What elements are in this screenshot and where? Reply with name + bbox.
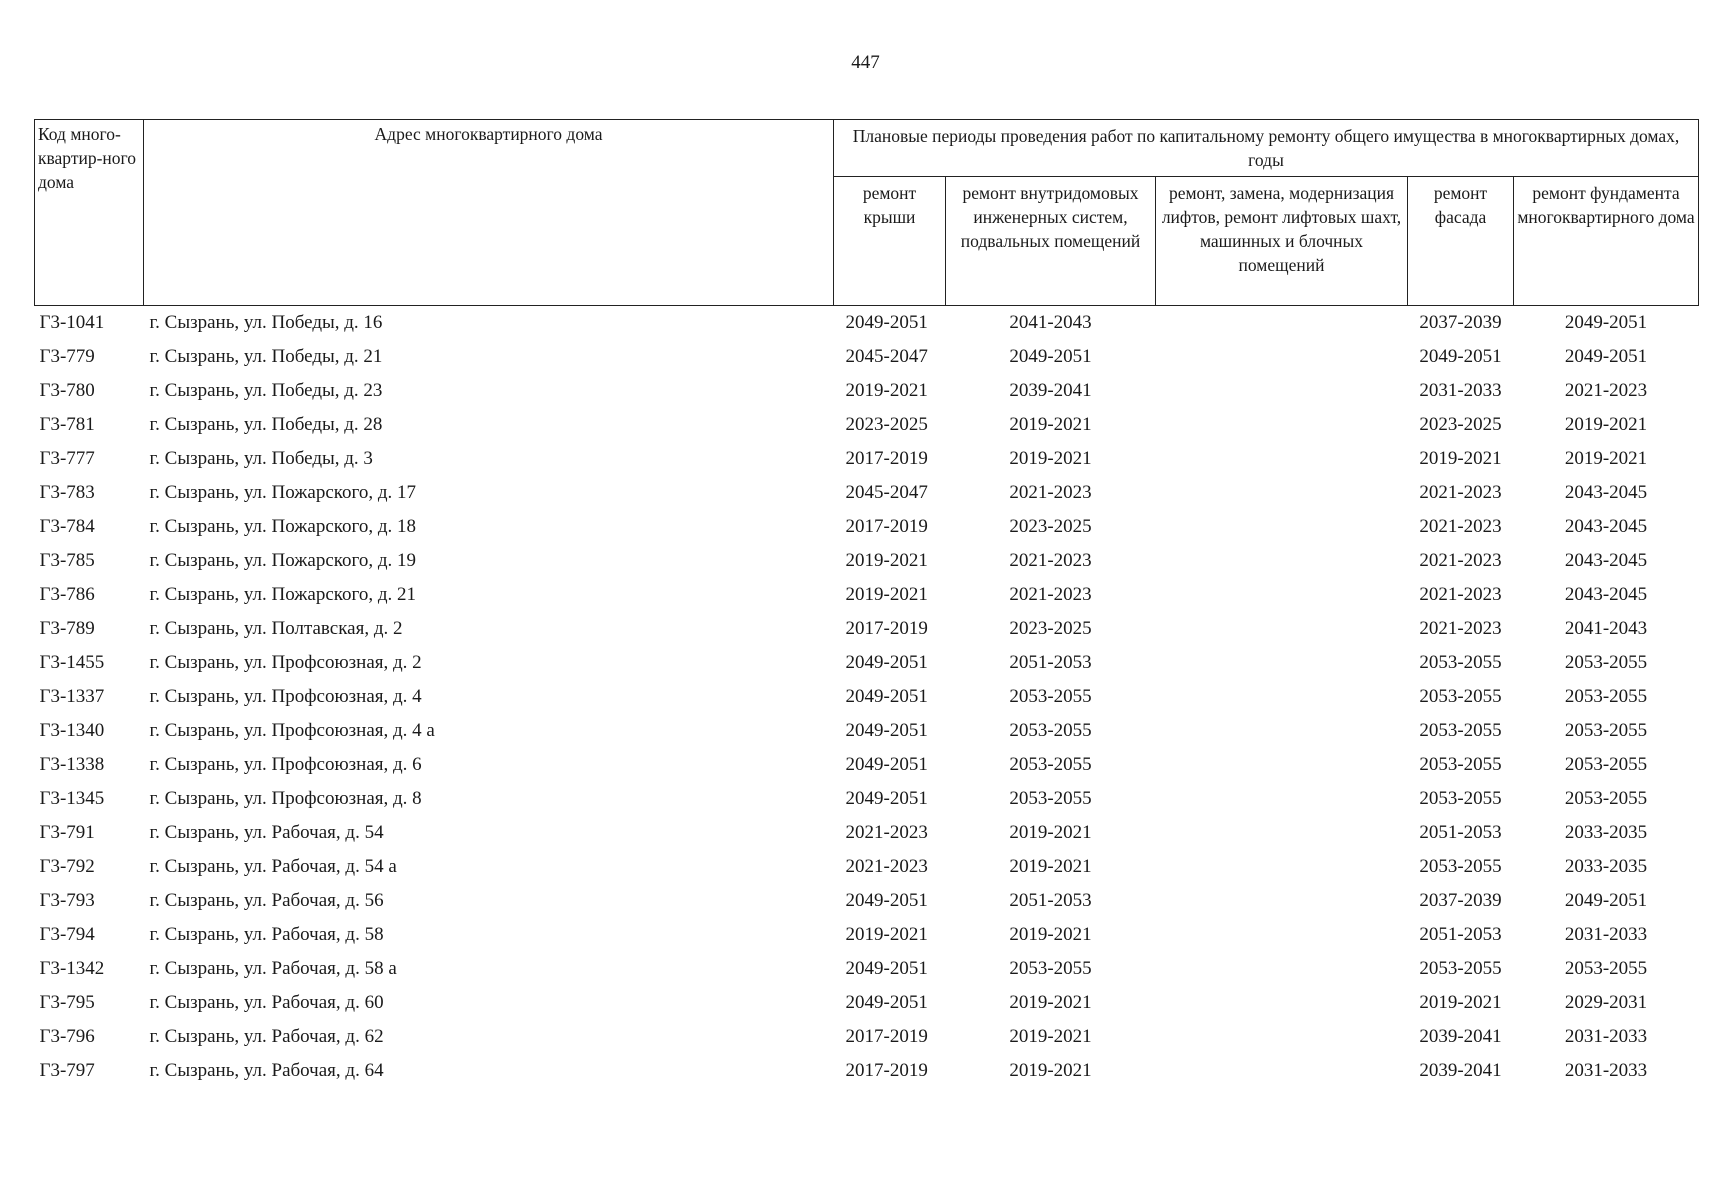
cell-facade: 2053-2055 [1419, 788, 1502, 809]
cell-code: Г3-796 [39, 1026, 95, 1047]
cell-foundation: 2031-2033 [1564, 1060, 1648, 1081]
table-row [35, 442, 1699, 476]
cell-engineering: 2049-2051 [1009, 346, 1092, 367]
cell-address: г. Сызрань, ул. Полтавская, д. 2 [149, 618, 403, 639]
cell-foundation: 2049-2051 [1564, 346, 1648, 367]
cell-facade: 2053-2055 [1419, 856, 1502, 877]
cell-engineering: 2053-2055 [1009, 788, 1092, 809]
cell-foundation: 2043-2045 [1564, 482, 1648, 503]
cell-engineering: 2053-2055 [1009, 720, 1092, 741]
cell-foundation: 2031-2033 [1564, 1026, 1648, 1047]
cell-lifts [1156, 1054, 1408, 1088]
cell-facade: 2053-2055 [1419, 754, 1502, 775]
cell-facade: 2039-2041 [1419, 1060, 1502, 1081]
cell-lifts [1156, 544, 1408, 578]
cell-facade: 2053-2055 [1419, 720, 1502, 741]
cell-address: г. Сызрань, ул. Рабочая, д. 58 а [149, 958, 397, 979]
cell-code: Г3-795 [39, 992, 95, 1013]
cell-engineering: 2041-2043 [1009, 312, 1092, 333]
cell-foundation: 2043-2045 [1564, 550, 1648, 571]
cell-lifts [1156, 748, 1408, 782]
table-row [35, 680, 1699, 714]
cell-roof: 2017-2019 [845, 448, 928, 469]
cell-facade: 2037-2039 [1419, 890, 1502, 911]
cell-facade: 2019-2021 [1419, 448, 1502, 469]
cell-foundation: 2049-2051 [1564, 890, 1648, 911]
cell-roof: 2019-2021 [845, 550, 928, 571]
header-foundation: ремонт фундамента многоквартирного дома [1514, 177, 1699, 306]
cell-lifts [1156, 408, 1408, 442]
cell-foundation: 2053-2055 [1564, 754, 1648, 775]
cell-roof: 2021-2023 [845, 856, 928, 877]
cell-foundation: 2053-2055 [1564, 652, 1648, 673]
cell-roof: 2045-2047 [845, 346, 928, 367]
cell-address: г. Сызрань, ул. Рабочая, д. 54 [149, 822, 384, 843]
cell-roof: 2017-2019 [845, 516, 928, 537]
cell-address: г. Сызрань, ул. Пожарского, д. 18 [149, 516, 417, 537]
table-row [35, 1020, 1699, 1054]
cell-facade: 2021-2023 [1419, 516, 1502, 537]
cell-facade: 2021-2023 [1419, 618, 1502, 639]
table-row [35, 1054, 1699, 1088]
table-row [35, 340, 1699, 374]
cell-lifts [1156, 374, 1408, 408]
cell-address: г. Сызрань, ул. Рабочая, д. 54 а [149, 856, 397, 877]
cell-address: г. Сызрань, ул. Профсоюзная, д. 4 [149, 686, 422, 707]
table-header [35, 120, 1699, 306]
cell-code: Г3-797 [39, 1060, 95, 1081]
cell-lifts [1156, 680, 1408, 714]
table-row [35, 884, 1699, 918]
table-row [35, 510, 1699, 544]
cell-engineering: 2053-2055 [1009, 686, 1092, 707]
table-row [35, 714, 1699, 748]
table-row [35, 952, 1699, 986]
cell-engineering: 2051-2053 [1009, 652, 1092, 673]
cell-code: Г3-1345 [39, 788, 105, 809]
cell-roof: 2017-2019 [845, 1026, 928, 1047]
cell-facade: 2023-2025 [1419, 414, 1502, 435]
table-row [35, 374, 1699, 408]
cell-code: Г3-1337 [39, 686, 105, 707]
cell-engineering: 2019-2021 [1009, 822, 1092, 843]
cell-lifts [1156, 646, 1408, 680]
cell-lifts [1156, 510, 1408, 544]
cell-roof: 2023-2025 [845, 414, 928, 435]
cell-lifts [1156, 816, 1408, 850]
cell-lifts [1156, 1020, 1408, 1054]
cell-roof: 2049-2051 [845, 686, 928, 707]
cell-engineering: 2023-2025 [1009, 516, 1092, 537]
cell-lifts [1156, 340, 1408, 374]
cell-foundation: 2049-2051 [1564, 312, 1648, 333]
cell-facade: 2019-2021 [1419, 992, 1502, 1013]
cell-address: г. Сызрань, ул. Победы, д. 23 [149, 380, 383, 401]
cell-roof: 2049-2051 [845, 652, 928, 673]
cell-roof: 2049-2051 [845, 312, 928, 333]
cell-foundation: 2029-2031 [1564, 992, 1648, 1013]
cell-engineering: 2019-2021 [1009, 1026, 1092, 1047]
cell-engineering: 2053-2055 [1009, 958, 1092, 979]
cell-facade: 2053-2055 [1419, 686, 1502, 707]
cell-address: г. Сызрань, ул. Профсоюзная, д. 4 а [149, 720, 435, 741]
cell-code: Г3-785 [39, 550, 95, 571]
cell-foundation: 2053-2055 [1564, 686, 1648, 707]
cell-address: г. Сызрань, ул. Пожарского, д. 17 [149, 482, 417, 503]
cell-code: Г3-786 [39, 584, 95, 605]
cell-foundation: 2041-2043 [1564, 618, 1648, 639]
cell-address: г. Сызрань, ул. Победы, д. 16 [149, 312, 383, 333]
cell-address: г. Сызрань, ул. Победы, д. 21 [149, 346, 383, 367]
cell-lifts [1156, 986, 1408, 1020]
cell-address: г. Сызрань, ул. Пожарского, д. 21 [149, 584, 417, 605]
header-facade: ремонт фасада [1408, 177, 1514, 306]
cell-facade: 2037-2039 [1419, 312, 1502, 333]
cell-roof: 2049-2051 [845, 992, 928, 1013]
cell-engineering: 2023-2025 [1009, 618, 1092, 639]
cell-address: г. Сызрань, ул. Рабочая, д. 60 [149, 992, 384, 1013]
cell-address: г. Сызрань, ул. Победы, д. 28 [149, 414, 383, 435]
cell-facade: 2021-2023 [1419, 584, 1502, 605]
cell-address: г. Сызрань, ул. Рабочая, д. 62 [149, 1026, 384, 1047]
cell-lifts [1156, 442, 1408, 476]
cell-foundation: 2031-2033 [1564, 924, 1648, 945]
cell-code: Г3-1041 [39, 312, 105, 333]
cell-facade: 2021-2023 [1419, 550, 1502, 571]
cell-address: г. Сызрань, ул. Рабочая, д. 56 [149, 890, 384, 911]
cell-roof: 2019-2021 [845, 380, 928, 401]
cell-roof: 2019-2021 [845, 584, 928, 605]
table-row [35, 578, 1699, 612]
cell-code: Г3-780 [39, 380, 95, 401]
cell-engineering: 2051-2053 [1009, 890, 1092, 911]
cell-address: г. Сызрань, ул. Профсоюзная, д. 2 [149, 652, 422, 673]
header-lifts: ремонт, замена, модернизация лифтов, ремонт лифтовых шахт, машинных и блочных помещений [1156, 177, 1408, 306]
cell-engineering: 2021-2023 [1009, 584, 1092, 605]
cell-address: г. Сызрань, ул. Рабочая, д. 58 [149, 924, 384, 945]
cell-address: г. Сызрань, ул. Победы, д. 3 [149, 448, 373, 469]
cell-code: Г3-789 [39, 618, 95, 639]
cell-facade: 2053-2055 [1419, 958, 1502, 979]
cell-engineering: 2019-2021 [1009, 414, 1092, 435]
cell-code: Г3-794 [39, 924, 95, 945]
cell-roof: 2017-2019 [845, 618, 928, 639]
header-code: Код много-квартир-ного дома [35, 120, 144, 306]
table-row [35, 748, 1699, 782]
cell-engineering: 2019-2021 [1009, 1060, 1092, 1081]
cell-lifts [1156, 782, 1408, 816]
cell-foundation: 2053-2055 [1564, 958, 1648, 979]
cell-lifts [1156, 714, 1408, 748]
cell-code: Г3-1342 [39, 958, 105, 979]
cell-roof: 2049-2051 [845, 720, 928, 741]
cell-engineering: 2021-2023 [1009, 550, 1092, 571]
cell-code: Г3-783 [39, 482, 95, 503]
cell-foundation: 2053-2055 [1564, 720, 1648, 741]
cell-foundation: 2019-2021 [1564, 448, 1648, 469]
cell-roof: 2017-2019 [845, 1060, 928, 1081]
header-address: Адрес многоквартирного дома [144, 120, 834, 306]
cell-foundation: 2043-2045 [1564, 516, 1648, 537]
cell-roof: 2049-2051 [845, 890, 928, 911]
cell-foundation: 2033-2035 [1564, 856, 1648, 877]
cell-roof: 2049-2051 [845, 754, 928, 775]
cell-foundation: 2019-2021 [1564, 414, 1648, 435]
cell-lifts [1156, 612, 1408, 646]
cell-foundation: 2043-2045 [1564, 584, 1648, 605]
header-planned-periods: Плановые периоды проведения работ по капитальному ремонту общего имущества в многоквартирных домах, годы [834, 120, 1699, 177]
cell-foundation: 2053-2055 [1564, 788, 1648, 809]
repair-schedule-table [34, 119, 1699, 1088]
cell-lifts [1156, 306, 1408, 341]
cell-engineering: 2019-2021 [1009, 924, 1092, 945]
cell-lifts [1156, 918, 1408, 952]
cell-address: г. Сызрань, ул. Профсоюзная, д. 8 [149, 788, 422, 809]
cell-facade: 2039-2041 [1419, 1026, 1502, 1047]
table-row [35, 986, 1699, 1020]
table-row [35, 612, 1699, 646]
cell-code: Г3-1340 [39, 720, 105, 741]
table-body [35, 306, 1699, 1089]
cell-engineering: 2019-2021 [1009, 856, 1092, 877]
cell-roof: 2049-2051 [845, 788, 928, 809]
cell-roof: 2045-2047 [845, 482, 928, 503]
cell-lifts [1156, 476, 1408, 510]
cell-roof: 2019-2021 [845, 924, 928, 945]
cell-roof: 2049-2051 [845, 958, 928, 979]
cell-code: Г3-777 [39, 448, 95, 469]
cell-facade: 2051-2053 [1419, 822, 1502, 843]
header-engineering: ремонт внутридомовых инженерных систем, подвальных помещений [946, 177, 1156, 306]
table-row [35, 918, 1699, 952]
cell-roof: 2021-2023 [845, 822, 928, 843]
cell-lifts [1156, 884, 1408, 918]
cell-code: Г3-784 [39, 516, 95, 537]
cell-foundation: 2033-2035 [1564, 822, 1648, 843]
cell-lifts [1156, 850, 1408, 884]
cell-code: Г3-1338 [39, 754, 105, 775]
cell-engineering: 2053-2055 [1009, 754, 1092, 775]
table-row [35, 646, 1699, 680]
cell-address: г. Сызрань, ул. Профсоюзная, д. 6 [149, 754, 422, 775]
cell-code: Г3-1455 [39, 652, 105, 673]
cell-facade: 2031-2033 [1419, 380, 1502, 401]
table-row [35, 306, 1699, 341]
cell-code: Г3-781 [39, 414, 95, 435]
header-roof: ремонт крыши [834, 177, 946, 306]
cell-engineering: 2039-2041 [1009, 380, 1092, 401]
cell-facade: 2051-2053 [1419, 924, 1502, 945]
cell-facade: 2049-2051 [1419, 346, 1502, 367]
table-row [35, 782, 1699, 816]
table-row [35, 544, 1699, 578]
cell-code: Г3-792 [39, 856, 95, 877]
cell-code: Г3-793 [39, 890, 95, 911]
cell-address: г. Сызрань, ул. Рабочая, д. 64 [149, 1060, 384, 1081]
table-row [35, 408, 1699, 442]
table-row [35, 816, 1699, 850]
table-row [35, 850, 1699, 884]
cell-lifts [1156, 952, 1408, 986]
page-number: 447 [851, 52, 880, 73]
cell-foundation: 2021-2023 [1564, 380, 1648, 401]
cell-address: г. Сызрань, ул. Пожарского, д. 19 [149, 550, 417, 571]
cell-engineering: 2019-2021 [1009, 448, 1092, 469]
table-row [35, 476, 1699, 510]
cell-lifts [1156, 578, 1408, 612]
cell-facade: 2021-2023 [1419, 482, 1502, 503]
cell-engineering: 2019-2021 [1009, 992, 1092, 1013]
cell-code: Г3-791 [39, 822, 95, 843]
cell-engineering: 2021-2023 [1009, 482, 1092, 503]
cell-facade: 2053-2055 [1419, 652, 1502, 673]
cell-code: Г3-779 [39, 346, 95, 367]
